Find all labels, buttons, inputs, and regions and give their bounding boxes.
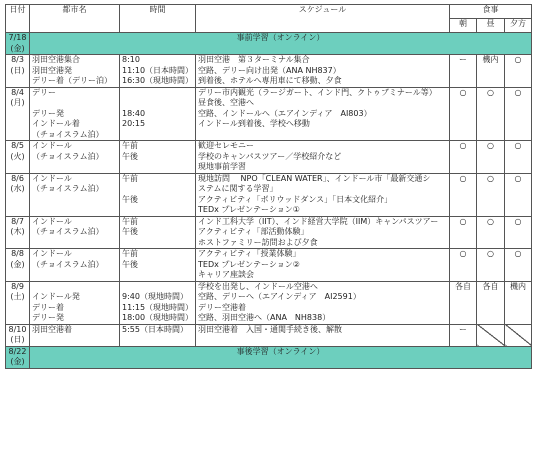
date-cell-line: 7/18 [8,33,27,42]
date-cell [6,346,30,368]
city-cell-line [32,238,117,249]
schedule-cell-line: 学校を出発し、インドール空港へ [198,281,318,291]
time-cell-line: 11:10（日本時間） [122,65,194,75]
schedule-cell-line [198,130,447,141]
breakfast-cell: ○ [450,173,477,216]
schedule-cell-line: 学校のキャンパスツアー／学校紹介など [198,151,342,161]
day-row [6,141,532,174]
date-cell [6,141,30,174]
time-cell-line [122,162,193,173]
breakfast-cell: 各自 [450,281,477,324]
schedule-cell [196,55,450,88]
time-cell-line: 8:10 [122,55,140,64]
time-cell-line: 18:40 [122,108,146,118]
schedule-cell [196,173,450,216]
schedule-cell-line: 現地事前学習 [198,162,246,171]
schedule-cell-line: デリー市内観光（ラージガート、インド門、クトゥブミナール等） [198,87,437,97]
time-cell-line: 午前 [122,141,138,150]
date-cell-line: 8/3 [11,55,24,64]
city-cell-line: （チョイスラム泊） [32,259,104,269]
schedule-cell-line: 空路、インドールへ（エアインディア AI803） [198,108,372,118]
lunch-cell: ○ [477,249,505,282]
schedule-cell-line: 空路、羽田空港へ（ANA NH838） [198,313,331,322]
city-cell-line: インドール [32,216,72,226]
city-cell [30,281,120,324]
phase-band-row [6,346,532,368]
dinner-cell: ○ [505,141,532,174]
schedule-cell-line: ステムに関する学習」 [198,184,278,193]
city-cell-line: （チョイスラム泊） [32,151,104,161]
city-cell [30,249,120,282]
day-row [6,55,532,88]
city-cell-line [32,270,117,281]
schedule-table [5,4,532,369]
city-cell-line: 羽田空港発 [32,65,72,75]
schedule-cell-line: 現地訪問 NPO「CLEAN WATER」、インドール市「最新交通シ [198,173,431,183]
lunch-cell: ○ [477,141,505,174]
dinner-cell: ○ [505,249,532,282]
city-cell [30,55,120,88]
dinner-cell: 機内 [505,281,532,324]
schedule-cell [196,249,450,282]
date-cell-line: (金) [10,259,25,269]
date-cell-line: (日) [10,65,25,75]
schedule-cell-line: 歓迎セレモニー [198,141,254,150]
city-cell-line [32,205,117,216]
schedule-cell [196,87,450,141]
header-breakfast: 朝 [450,19,477,33]
date-cell-line: (金) [10,357,25,366]
lunch-cell: ○ [477,216,505,249]
schedule-cell-line: 空路、デリー向け出発（ANA NH837） [198,65,341,75]
breakfast-cell: ○ [450,216,477,249]
breakfast-cell: ○ [450,249,477,282]
dinner-cell: ○ [505,173,532,216]
schedule-cell-line: 昼食後、空港へ [198,98,254,107]
city-cell-line: インドール着 [32,119,80,128]
city-cell-line: （チョイスラム泊） [32,129,104,139]
time-cell-line [122,88,193,99]
schedule-cell [196,281,450,324]
time-cell-line: 11:15（現地時間） [122,302,194,312]
schedule-cell-line: キャリア座談会 [198,270,254,279]
city-cell-line: インドール [32,141,72,150]
breakfast-cell: ー [450,324,477,346]
date-cell-line: 8/9 [11,281,24,291]
time-cell-line [122,130,193,141]
breakfast-cell: ー [450,55,477,88]
city-cell-line: インドール [32,173,72,183]
time-cell [120,324,196,346]
date-cell-line: 8/7 [11,216,24,226]
schedule-cell [196,216,450,249]
date-cell-line: (水) [10,184,25,193]
time-cell-line: 午後 [122,151,138,161]
city-cell-line: （チョイスラム泊） [32,227,104,236]
schedule-cell-line: アクティビティ「部活動体験」 [198,227,309,236]
date-cell-line: 8/4 [11,87,24,97]
dinner-cell: ○ [505,55,532,88]
time-cell-line [122,282,193,293]
time-cell-line [122,270,193,281]
breakfast-cell: ○ [450,141,477,174]
time-cell-line: 16:30（現地時間） [122,76,194,85]
time-cell [120,216,196,249]
time-cell [120,249,196,282]
date-cell [6,324,30,346]
time-cell [120,281,196,324]
city-cell-line [32,282,117,293]
time-cell-line: 午後 [122,194,138,204]
time-cell-line [122,205,193,216]
schedule-cell-line: インド工科大学（IIT）、インド経営大学院（IIM）キャンパスツアー [198,216,439,226]
dinner-cell: ○ [505,216,532,249]
day-row [6,87,532,141]
time-cell-line: 午前 [122,249,138,258]
city-cell-line: デリー [32,87,56,97]
dinner-cell [505,324,532,346]
dinner-cell: ○ [505,87,532,141]
time-cell [120,87,196,141]
city-cell-line: デリー着（デリー泊） [32,76,112,85]
date-cell [6,173,30,216]
schedule-cell-line: 羽田空港着 入国・通関手続き後、解散 [198,324,342,334]
time-cell-line: 午前 [122,173,138,183]
city-cell-line: インドール [32,249,72,258]
time-cell-line: 9:40（現地時間） [122,292,188,301]
date-cell [6,281,30,324]
date-cell [6,216,30,249]
breakfast-cell: ○ [450,87,477,141]
time-cell-line: 18:00（現地時間） [122,313,194,322]
lunch-cell: ○ [477,87,505,141]
date-cell-line: 8/22 [8,346,27,356]
day-row [6,173,532,216]
city-cell [30,87,120,141]
time-cell [120,173,196,216]
city-cell [30,173,120,216]
schedule-cell-line: アクティビティ「ボリウッドダンス」「日本文化紹介」 [198,194,393,204]
schedule-cell-line: ホストファミリー訪問および夕食 [198,237,318,247]
schedule-cell-line: TEDx プレゼンテーション① [198,205,300,214]
city-cell [30,216,120,249]
time-cell-line [122,238,193,249]
date-cell-line: 8/8 [11,249,24,258]
city-cell-line: （チョイスラム泊） [32,184,104,193]
lunch-cell: ○ [477,173,505,216]
date-cell-line: 8/10 [8,324,27,334]
schedule-cell-line: 到着後、ホテルへ専用車にて移動、夕食 [198,76,342,85]
lunch-cell: 機内 [477,55,505,88]
phase-label: 事前学習（オンライン） [30,33,532,55]
city-cell-line: インドール発 [32,292,80,301]
time-cell-line: 午後 [122,227,138,236]
day-row [6,216,532,249]
city-cell-line [32,98,117,109]
city-cell-line: デリー発 [32,108,64,118]
day-row [6,249,532,282]
date-cell-line: (月) [10,98,25,107]
city-cell [30,141,120,174]
phase-band-row [6,33,532,55]
schedule-cell [196,324,450,346]
date-cell-line: (日) [10,335,25,344]
header-lunch: 昼 [477,19,505,33]
date-cell [6,87,30,141]
city-cell [30,324,120,346]
time-cell [120,55,196,88]
date-cell-line: 8/5 [11,141,24,150]
date-cell-line: (木) [10,227,25,236]
city-cell-line [32,162,117,173]
header-meals: 食事 [450,5,532,19]
time-cell-line [122,184,193,195]
time-cell [120,141,196,174]
date-cell [6,33,30,55]
date-cell-line: 8/6 [11,173,24,183]
schedule-cell-line: アクティビティ「授業体験」 [198,249,301,258]
header-dinner: 夕方 [505,19,532,33]
time-cell-line [122,98,193,109]
schedule-cell-line: 空路、デリーへ（エアインディア AI2591） [198,292,361,301]
day-row [6,281,532,324]
header-city: 都市名 [30,5,120,33]
time-cell-line: 午前 [122,216,138,226]
lunch-cell [477,324,505,346]
schedule-cell-line: デリー空港着 [198,302,246,312]
date-cell [6,249,30,282]
header-time: 時間 [120,5,196,33]
date-cell-line: (火) [10,151,25,161]
lunch-cell: 各自 [477,281,505,324]
schedule-cell-line: 羽田空港 第３ターミナル集合 [198,55,310,64]
header-date: 日付 [6,5,30,33]
time-cell-line: 5:55（日本時間） [122,324,188,334]
city-cell-line [32,195,117,206]
schedule-cell-line: TEDx プレゼンテーション② [198,259,300,269]
schedule-cell [196,141,450,174]
phase-label: 事後学習（オンライン） [30,346,532,368]
day-row [6,324,532,346]
date-cell-line: (金) [10,43,25,53]
city-cell-line: 羽田空港着 [32,324,72,334]
time-cell-line: 20:15 [122,119,146,128]
date-cell [6,55,30,88]
city-cell-line: デリー着 [32,302,64,312]
date-cell-line: (土) [10,292,25,301]
city-cell-line: デリー発 [32,313,64,322]
schedule-body [6,33,532,369]
schedule-cell-line: インドール到着後、学校へ移動 [198,119,310,128]
header-schedule: スケジュール [196,5,450,33]
time-cell-line: 午後 [122,259,138,269]
city-cell-line: 羽田空港集合 [32,55,80,64]
